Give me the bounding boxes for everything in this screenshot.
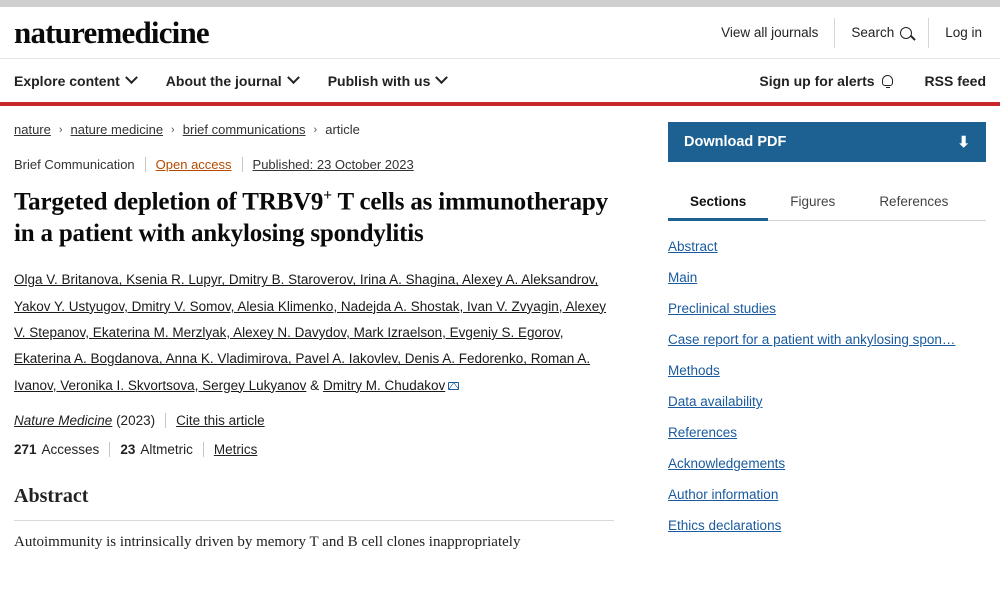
- corresponding-author[interactable]: Dmitry M. Chudakov: [322, 377, 446, 393]
- toc-item-data-availability[interactable]: Data availability: [668, 394, 763, 409]
- accesses-metric: [14, 442, 109, 457]
- sign-up-for-alerts-link[interactable]: [759, 73, 892, 89]
- main-column: [14, 106, 646, 553]
- altmetric-count: 23: [120, 441, 136, 457]
- toc-item-main[interactable]: Main: [668, 270, 698, 285]
- toc-item-acknowledgements[interactable]: Acknowledgements: [668, 456, 786, 471]
- title-part-2: T cells as immunotherapy in a patient with ankylosing spondylitis: [14, 188, 608, 247]
- accesses-count: 271: [14, 441, 37, 457]
- cite-this-article-link[interactable]: Cite this article: [165, 413, 275, 428]
- breadcrumb-item-article: article: [325, 122, 360, 137]
- nav-right-group: [759, 73, 986, 89]
- top-decorative-strip: [0, 0, 1000, 7]
- title-superscript: +: [323, 187, 332, 204]
- sign-up-label: Sign up for alerts: [759, 72, 875, 89]
- tab-references[interactable]: References: [879, 194, 949, 209]
- toc-item-abstract[interactable]: Abstract: [668, 239, 718, 254]
- chevron-down-icon: [435, 71, 448, 84]
- altmetric-metric: [109, 442, 203, 457]
- envelope-icon[interactable]: [448, 382, 459, 390]
- journal-citation: [14, 413, 646, 428]
- masthead: [0, 7, 1000, 59]
- title-part-1: Targeted depletion of TRBV9: [14, 188, 324, 216]
- toc-item-references[interactable]: References: [668, 425, 738, 440]
- search-icon: [900, 27, 912, 39]
- open-access-link[interactable]: Open access: [145, 157, 242, 172]
- breadcrumb-item-nature-medicine[interactable]: nature medicine: [70, 122, 164, 137]
- search-button[interactable]: [834, 18, 928, 48]
- authors-connector: &: [310, 377, 320, 393]
- nav-explore-content-label: Explore content: [14, 72, 120, 89]
- toc-item-methods[interactable]: Methods: [668, 363, 720, 378]
- accesses-label: Accesses: [41, 441, 100, 457]
- article-metrics: [14, 442, 646, 457]
- primary-navigation: [0, 59, 1000, 106]
- abstract-text: Autoimmunity is intrinsically driven by memory T and B cell clones inappropriately: [14, 533, 521, 550]
- rss-feed-link[interactable]: [925, 73, 986, 89]
- tab-figures[interactable]: Figures: [790, 194, 836, 209]
- nav-publish-with-us[interactable]: [328, 73, 447, 89]
- nav-publish-with-us-label: Publish with us: [327, 72, 431, 89]
- sidebar-tabs: [668, 184, 986, 221]
- breadcrumb-separator: ›: [313, 123, 318, 136]
- breadcrumb-separator: ›: [58, 123, 63, 136]
- chevron-down-icon: [125, 71, 138, 84]
- journal-name-group: [14, 413, 165, 428]
- login-link[interactable]: [928, 18, 986, 48]
- breadcrumb: [14, 122, 646, 137]
- tab-sections[interactable]: Sections: [668, 184, 768, 221]
- page-title: [14, 186, 614, 249]
- toc-item-case-report[interactable]: Case report for a patient with ankylosing spon…: [668, 332, 956, 347]
- chevron-down-icon: [287, 71, 300, 84]
- journal-name[interactable]: Nature Medicine: [14, 412, 113, 428]
- rss-feed-label: RSS feed: [924, 72, 986, 89]
- sidebar: [668, 106, 986, 553]
- search-label: Search: [851, 25, 895, 40]
- view-all-journals-label: View all journals: [721, 25, 819, 40]
- journal-year: (2023): [116, 412, 156, 428]
- nav-explore-content[interactable]: [14, 73, 136, 89]
- download-pdf-label: Download PDF: [684, 134, 787, 150]
- published-date[interactable]: Published: 23 October 2023: [242, 157, 424, 172]
- metrics-link[interactable]: Metrics: [203, 442, 268, 457]
- nature-medicine-logo[interactable]: naturemedicine: [14, 15, 209, 50]
- toc-item-author-information[interactable]: Author information: [668, 487, 779, 502]
- table-of-contents: [668, 221, 986, 541]
- breadcrumb-item-brief-communications[interactable]: brief communications: [182, 122, 306, 137]
- article-meta: [14, 157, 646, 172]
- page-body: [0, 106, 1000, 553]
- nav-about-the-journal[interactable]: [166, 73, 298, 89]
- bell-icon: [882, 75, 893, 86]
- authors-names[interactable]: Olga V. Britanova, Ksenia R. Lupyr, Dmitry B. Staroverov, Irina A. Shagina, Alexey A. Aleksandrov, Yakov Y. Ustyugov, Dmitry V. Somov, Alesia Klimenko, Nadejda A. Shostak, Ivan V. Zvyagin, Alexey V. Stepanov, Ekaterina M. Merzlyak, Alexey N. Davydov, Mark Izraelson, Evgeniy S. Egorov, Ekaterina A. Bogdanova, Anna K. Vladimirova, Pavel A. Iakovlev, Denis A. Fedorenko, Roman A. Ivanov, Veronika I. Skvortsova, Sergey Lukyanov: [14, 272, 607, 393]
- breadcrumb-item-nature[interactable]: nature: [14, 122, 51, 137]
- masthead-links: [705, 16, 986, 50]
- abstract-heading: Abstract: [14, 485, 614, 521]
- download-pdf-button[interactable]: [668, 122, 986, 162]
- toc-item-preclinical-studies[interactable]: Preclinical studies: [668, 301, 777, 316]
- article-type: Brief Communication: [14, 157, 135, 172]
- author-list: [14, 267, 614, 399]
- nav-about-the-journal-label: About the journal: [165, 72, 282, 89]
- download-icon: ⬇: [957, 134, 970, 151]
- login-label: Log in: [945, 25, 982, 40]
- view-all-journals-link[interactable]: [705, 18, 834, 48]
- altmetric-label: Altmetric: [140, 441, 193, 457]
- breadcrumb-separator: ›: [171, 123, 175, 136]
- toc-item-ethics-declarations[interactable]: Ethics declarations: [668, 518, 782, 533]
